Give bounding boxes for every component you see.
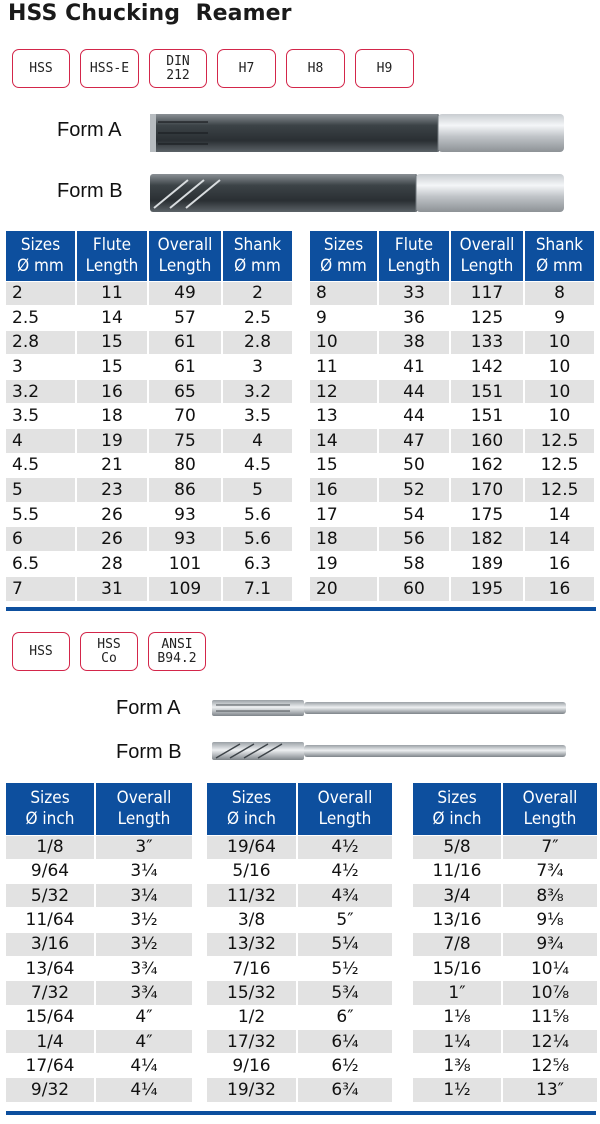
table-cell: 28 xyxy=(76,552,148,577)
table-row xyxy=(207,1029,392,1053)
inch-table-1 xyxy=(6,783,192,1102)
header-overall-length: Overall Length xyxy=(450,231,524,281)
table-cell: 5.6 xyxy=(222,527,292,552)
table-cell: 15/64 xyxy=(6,1005,95,1029)
table-cell: 2 xyxy=(222,281,292,306)
table-cell: 61 xyxy=(148,330,222,355)
table-cell: 17/64 xyxy=(6,1054,95,1078)
table-cell: 3¼ xyxy=(95,859,192,883)
table-cell: 170 xyxy=(450,478,524,503)
table-cell: 5 xyxy=(6,478,76,503)
table-cell: 11/16 xyxy=(413,859,502,883)
table-cell: 9/64 xyxy=(6,859,95,883)
table-cell: 189 xyxy=(450,552,524,577)
table-cell: 9 xyxy=(524,306,594,331)
reamer-form-a-straight-image xyxy=(210,696,570,720)
badge-hss: HSS xyxy=(12,632,70,671)
table-cell: 109 xyxy=(148,576,222,601)
header-overall-length: Overall Length xyxy=(95,783,192,835)
table-cell: 1⅜ xyxy=(413,1054,502,1078)
table-cell: 3.2 xyxy=(6,379,76,404)
header-overall-length: Overall Length xyxy=(148,231,222,281)
table-cell: 50 xyxy=(378,453,450,478)
header-size-inch: Sizes Ø inch xyxy=(413,783,502,835)
table-cell: 31 xyxy=(76,576,148,601)
table-cell: 9/32 xyxy=(6,1078,95,1102)
table-row xyxy=(6,330,292,355)
table-cell: 80 xyxy=(148,453,222,478)
table-row xyxy=(413,1054,597,1078)
table-cell: 3 xyxy=(6,355,76,380)
table-cell: 195 xyxy=(450,576,524,601)
header-shank-mm: Shank Ø mm xyxy=(524,231,594,281)
table-row xyxy=(310,404,594,429)
table-cell: 19 xyxy=(76,429,148,454)
table-cell: 19/32 xyxy=(207,1078,297,1102)
table-cell: 1/2 xyxy=(207,1005,297,1029)
table-cell: 16 xyxy=(310,478,378,503)
table-cell: 5/8 xyxy=(413,835,502,859)
table-cell: 38 xyxy=(378,330,450,355)
table-cell: 14 xyxy=(524,502,594,527)
table-cell: 21 xyxy=(76,453,148,478)
table-cell: 11 xyxy=(76,281,148,306)
table-cell: 26 xyxy=(76,502,148,527)
table-row xyxy=(6,932,192,956)
table-row xyxy=(6,502,292,527)
table-cell: 17/32 xyxy=(207,1029,297,1053)
header-size-mm: Sizes Ø mm xyxy=(310,231,378,281)
table-cell: 11/32 xyxy=(207,884,297,908)
table-row xyxy=(6,306,292,331)
table-row xyxy=(413,956,597,980)
table-cell: 7¾ xyxy=(502,859,597,883)
table-cell: 12.5 xyxy=(524,429,594,454)
table-cell: 10 xyxy=(310,330,378,355)
table-row xyxy=(310,306,594,331)
table-row xyxy=(6,429,292,454)
table-cell: 6 xyxy=(6,527,76,552)
table-cell: 2.5 xyxy=(222,306,292,331)
table-cell: 6¼ xyxy=(297,1029,392,1053)
table-cell: 6″ xyxy=(297,1005,392,1029)
table-cell: 9/16 xyxy=(207,1054,297,1078)
table-row xyxy=(207,908,392,932)
header-size-mm: Sizes Ø mm xyxy=(6,231,76,281)
table-row xyxy=(413,981,597,1005)
table-row xyxy=(207,884,392,908)
table-cell: 44 xyxy=(378,404,450,429)
table-cell: 10 xyxy=(524,330,594,355)
table-row xyxy=(6,527,292,552)
table-cell: 3″ xyxy=(95,835,192,859)
table-row xyxy=(207,835,392,859)
table-cell: 26 xyxy=(76,527,148,552)
table-cell: 5.5 xyxy=(6,502,76,527)
table-cell: 12.5 xyxy=(524,453,594,478)
table-cell: 3.5 xyxy=(222,404,292,429)
table-cell: 5/32 xyxy=(6,884,95,908)
table-cell: 10 xyxy=(524,355,594,380)
table-cell: 162 xyxy=(450,453,524,478)
table-cell: 13/64 xyxy=(6,956,95,980)
table-row xyxy=(310,453,594,478)
table-row xyxy=(6,478,292,503)
table-cell: 2 xyxy=(6,281,76,306)
table-cell: 18 xyxy=(76,404,148,429)
table-cell: 52 xyxy=(378,478,450,503)
table-cell: 10 xyxy=(524,379,594,404)
reamer-form-a-straight-image xyxy=(148,110,568,156)
table-cell: 18 xyxy=(310,527,378,552)
table-cell: 9 xyxy=(310,306,378,331)
table-cell: 19 xyxy=(310,552,378,577)
header-overall-length: Overall Length xyxy=(502,783,597,835)
table-cell: 7/16 xyxy=(207,956,297,980)
table-cell: 4 xyxy=(6,429,76,454)
table-cell: 8⅜ xyxy=(502,884,597,908)
metric-table-right xyxy=(310,231,594,601)
table-cell: 12⅝ xyxy=(502,1054,597,1078)
table-row xyxy=(6,576,292,601)
table-cell: 7 xyxy=(6,576,76,601)
table-cell: 11⅝ xyxy=(502,1005,597,1029)
table-row xyxy=(6,884,192,908)
table-cell: 182 xyxy=(450,527,524,552)
table-cell: 160 xyxy=(450,429,524,454)
page-title: HSS Chucking Reamer xyxy=(8,1,292,26)
table-cell: 7″ xyxy=(502,835,597,859)
table-cell: 4.5 xyxy=(222,453,292,478)
table-cell: 1¼ xyxy=(413,1029,502,1053)
metric-form-a-label: Form A xyxy=(57,119,122,141)
table-cell: 5″ xyxy=(297,908,392,932)
table-row xyxy=(310,330,594,355)
table-cell: 5.6 xyxy=(222,502,292,527)
table-row xyxy=(6,859,192,883)
table-cell: 8 xyxy=(524,281,594,306)
table-cell: 49 xyxy=(148,281,222,306)
table-cell: 4¾ xyxy=(297,884,392,908)
table-cell: 56 xyxy=(378,527,450,552)
table-row xyxy=(413,908,597,932)
table-row xyxy=(6,1054,192,1078)
table-cell: 86 xyxy=(148,478,222,503)
table-cell: 125 xyxy=(450,306,524,331)
table-cell: 12 xyxy=(310,379,378,404)
table-row xyxy=(6,981,192,1005)
header-flute-length: Flute Length xyxy=(378,231,450,281)
table-cell: 5 xyxy=(222,478,292,503)
table-cell: 16 xyxy=(524,576,594,601)
table-row xyxy=(6,281,292,306)
table-cell: 10 xyxy=(524,404,594,429)
inch-form-a-label: Form A xyxy=(116,697,181,719)
table-cell: 6.3 xyxy=(222,552,292,577)
table-cell: 14 xyxy=(524,527,594,552)
reamer-form-b-spiral-image xyxy=(148,170,568,216)
header-size-inch: Sizes Ø inch xyxy=(207,783,297,835)
table-row xyxy=(6,908,192,932)
table-cell: 70 xyxy=(148,404,222,429)
table-cell: 12¼ xyxy=(502,1029,597,1053)
table-row xyxy=(6,379,292,404)
header-shank-mm: Shank Ø mm xyxy=(222,231,292,281)
table-cell: 101 xyxy=(148,552,222,577)
table-cell: 2.8 xyxy=(222,330,292,355)
table-cell: 13/32 xyxy=(207,932,297,956)
table-cell: 41 xyxy=(378,355,450,380)
header-flute-length: Flute Length xyxy=(76,231,148,281)
table-cell: 3¾ xyxy=(95,956,192,980)
metric-form-b-label: Form B xyxy=(57,180,123,202)
table-cell: 4 xyxy=(222,429,292,454)
table-row xyxy=(6,1078,192,1102)
table-cell: 151 xyxy=(450,379,524,404)
table-row xyxy=(6,1029,192,1053)
table-cell: 10⅞ xyxy=(502,981,597,1005)
table-cell: 16 xyxy=(524,552,594,577)
table-cell: 175 xyxy=(450,502,524,527)
table-cell: 61 xyxy=(148,355,222,380)
table-cell: 15 xyxy=(76,330,148,355)
metric-badges xyxy=(12,49,424,88)
table-cell: 13/16 xyxy=(413,908,502,932)
table-cell: 57 xyxy=(148,306,222,331)
table-cell: 13″ xyxy=(502,1078,597,1102)
table-row xyxy=(413,1029,597,1053)
table-row xyxy=(413,932,597,956)
table-row xyxy=(207,1054,392,1078)
table-cell: 151 xyxy=(450,404,524,429)
table-cell: 4.5 xyxy=(6,453,76,478)
table-cell: 44 xyxy=(378,379,450,404)
inch-badges xyxy=(12,632,216,671)
table-cell: 2.8 xyxy=(6,330,76,355)
table-cell: 15/32 xyxy=(207,981,297,1005)
table-row xyxy=(207,981,392,1005)
table-cell: 8 xyxy=(310,281,378,306)
table-cell: 3.5 xyxy=(6,404,76,429)
table-cell: 3 xyxy=(222,355,292,380)
metric-table-left xyxy=(6,231,292,601)
table-cell: 6.5 xyxy=(6,552,76,577)
table-cell: 12.5 xyxy=(524,478,594,503)
table-row xyxy=(310,478,594,503)
table-cell: 15 xyxy=(76,355,148,380)
table-row xyxy=(413,835,597,859)
table-cell: 9¾ xyxy=(502,932,597,956)
table-cell: 47 xyxy=(378,429,450,454)
table-cell: 11/64 xyxy=(6,908,95,932)
table-cell: 15 xyxy=(310,453,378,478)
table-row xyxy=(310,502,594,527)
table-cell: 3½ xyxy=(95,908,192,932)
table-cell: 14 xyxy=(310,429,378,454)
metric-section-divider xyxy=(6,607,596,611)
badge-din-212: DIN 212 xyxy=(149,49,207,88)
table-cell: 3/4 xyxy=(413,884,502,908)
table-cell: 1⅛ xyxy=(413,1005,502,1029)
table-cell: 9⅛ xyxy=(502,908,597,932)
table-row xyxy=(310,576,594,601)
table-cell: 117 xyxy=(450,281,524,306)
table-cell: 3.2 xyxy=(222,379,292,404)
table-cell: 20 xyxy=(310,576,378,601)
table-cell: 17 xyxy=(310,502,378,527)
table-row xyxy=(413,1005,597,1029)
badge-hss-co: HSS Co xyxy=(80,632,138,671)
table-cell: 93 xyxy=(148,502,222,527)
badge-h9: H9 xyxy=(355,49,414,88)
badge-hss: HSS xyxy=(12,49,70,88)
inch-table-2 xyxy=(207,783,392,1102)
table-cell: 33 xyxy=(378,281,450,306)
table-row xyxy=(310,429,594,454)
table-row xyxy=(6,453,292,478)
table-cell: 4¼ xyxy=(95,1054,192,1078)
table-cell: 4½ xyxy=(297,859,392,883)
table-cell: 5¼ xyxy=(297,932,392,956)
table-cell: 4¼ xyxy=(95,1078,192,1102)
header-overall-length: Overall Length xyxy=(297,783,392,835)
table-cell: 1½ xyxy=(413,1078,502,1102)
table-row xyxy=(6,552,292,577)
table-cell: 6½ xyxy=(297,1054,392,1078)
badge-hss-e: HSS-E xyxy=(80,49,139,88)
table-row xyxy=(6,956,192,980)
table-cell: 142 xyxy=(450,355,524,380)
badge-h7: H7 xyxy=(217,49,276,88)
table-cell: 3/16 xyxy=(6,932,95,956)
table-row xyxy=(310,527,594,552)
table-cell: 13 xyxy=(310,404,378,429)
table-row xyxy=(310,379,594,404)
table-cell: 93 xyxy=(148,527,222,552)
table-cell: 4½ xyxy=(297,835,392,859)
table-row xyxy=(413,1078,597,1102)
inch-table-3 xyxy=(413,783,597,1102)
table-cell: 14 xyxy=(76,306,148,331)
table-row xyxy=(6,1005,192,1029)
table-cell: 16 xyxy=(76,379,148,404)
table-cell: 3¼ xyxy=(95,884,192,908)
table-row xyxy=(6,835,192,859)
table-row xyxy=(310,281,594,306)
reamer-form-b-spiral-image xyxy=(210,738,570,764)
table-cell: 65 xyxy=(148,379,222,404)
table-cell: 11 xyxy=(310,355,378,380)
table-cell: 23 xyxy=(76,478,148,503)
table-cell: 7/32 xyxy=(6,981,95,1005)
table-cell: 5¾ xyxy=(297,981,392,1005)
inch-form-b-label: Form B xyxy=(116,741,182,763)
table-cell: 1″ xyxy=(413,981,502,1005)
table-cell: 3¾ xyxy=(95,981,192,1005)
table-row xyxy=(207,932,392,956)
table-cell: 6¾ xyxy=(297,1078,392,1102)
table-cell: 58 xyxy=(378,552,450,577)
table-cell: 1/4 xyxy=(6,1029,95,1053)
table-row xyxy=(413,859,597,883)
table-row xyxy=(207,1078,392,1102)
table-row xyxy=(6,404,292,429)
inch-section-divider xyxy=(6,1111,596,1115)
table-cell: 3½ xyxy=(95,932,192,956)
table-cell: 54 xyxy=(378,502,450,527)
table-row xyxy=(207,859,392,883)
table-cell: 5/16 xyxy=(207,859,297,883)
table-cell: 1/8 xyxy=(6,835,95,859)
table-cell: 133 xyxy=(450,330,524,355)
table-cell: 15/16 xyxy=(413,956,502,980)
badge-ansi-b94-2: ANSI B94.2 xyxy=(148,632,206,671)
table-cell: 7.1 xyxy=(222,576,292,601)
table-cell: 75 xyxy=(148,429,222,454)
table-cell: 60 xyxy=(378,576,450,601)
table-cell: 2.5 xyxy=(6,306,76,331)
table-row xyxy=(207,956,392,980)
table-cell: 5½ xyxy=(297,956,392,980)
table-cell: 4″ xyxy=(95,1005,192,1029)
table-cell: 7/8 xyxy=(413,932,502,956)
table-row xyxy=(6,355,292,380)
table-cell: 36 xyxy=(378,306,450,331)
badge-h8: H8 xyxy=(286,49,345,88)
table-cell: 19/64 xyxy=(207,835,297,859)
table-cell: 4″ xyxy=(95,1029,192,1053)
table-row xyxy=(310,355,594,380)
header-size-inch: Sizes Ø inch xyxy=(6,783,95,835)
table-cell: 3/8 xyxy=(207,908,297,932)
table-row xyxy=(207,1005,392,1029)
table-row xyxy=(413,884,597,908)
table-row xyxy=(310,552,594,577)
table-cell: 10¼ xyxy=(502,956,597,980)
